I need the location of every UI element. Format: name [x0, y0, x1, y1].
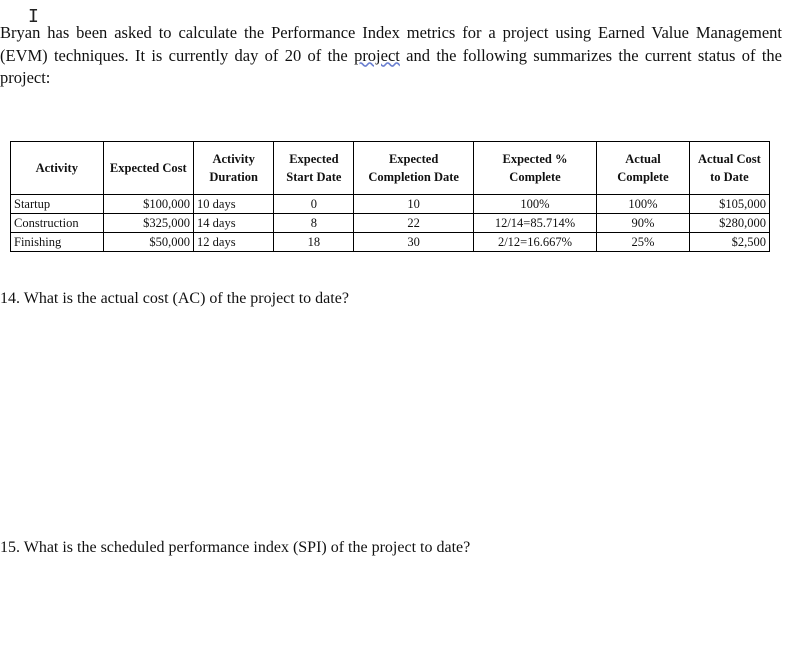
table-cell: 14 days	[194, 214, 274, 233]
table-cell: 10 days	[194, 195, 274, 214]
table-cell: 25%	[597, 233, 690, 252]
table-cell: 22	[354, 214, 473, 233]
table-cell: 100%	[597, 195, 690, 214]
question-14: 14. What is the actual cost (AC) of the project to date?	[0, 290, 349, 307]
header-expected-percent-complete: Expected % Complete	[473, 142, 596, 195]
table-cell: $100,000	[103, 195, 194, 214]
table-cell: $325,000	[103, 214, 194, 233]
table-cell: 30	[354, 233, 473, 252]
evm-table	[10, 141, 770, 252]
table-cell: Construction	[11, 214, 104, 233]
header-activity-duration: Activity Duration	[194, 142, 274, 195]
table-cell: 90%	[597, 214, 690, 233]
header-activity: Activity	[11, 142, 104, 195]
table-cell: 2/12=16.667%	[473, 233, 596, 252]
table-cell: 18	[274, 233, 354, 252]
table-cell: 0	[274, 195, 354, 214]
header-expected-completion-date: Expected Completion Date	[354, 142, 473, 195]
table-cell: 12/14=85.714%	[473, 214, 596, 233]
header-expected-start-date: Expected Start Date	[274, 142, 354, 195]
intro-text-before: Bryan has been asked to calculate the Performance Index metrics for a project using Earned Value Management (EVM) techniques. It is currently day of 20 of the	[0, 23, 782, 65]
intro-paragraph	[0, 22, 782, 90]
question-15: 15. What is the scheduled performance index (SPI) of the project to date?	[0, 539, 471, 556]
table-cell: 8	[274, 214, 354, 233]
table-row	[11, 233, 770, 252]
text-cursor-icon: I	[28, 6, 39, 27]
table-cell: $50,000	[103, 233, 194, 252]
table-cell: $280,000	[689, 214, 769, 233]
table-row	[11, 214, 770, 233]
header-actual-cost-to-date: Actual Cost to Date	[689, 142, 769, 195]
table-cell: Startup	[11, 195, 104, 214]
table-cell: $2,500	[689, 233, 769, 252]
header-actual-complete: Actual Complete	[597, 142, 690, 195]
intro-underlined-word: project	[354, 45, 400, 65]
intro-text-after: and the following summarizes the current status of the project:	[0, 45, 782, 87]
header-expected-cost: Expected Cost	[103, 142, 194, 195]
table-cell: 100%	[473, 195, 596, 214]
table-cell: 12 days	[194, 233, 274, 252]
table-row	[11, 195, 770, 214]
table-cell: $105,000	[689, 195, 769, 214]
table-cell: 10	[354, 195, 473, 214]
table-header-row	[11, 142, 770, 195]
table-cell: Finishing	[11, 233, 104, 252]
